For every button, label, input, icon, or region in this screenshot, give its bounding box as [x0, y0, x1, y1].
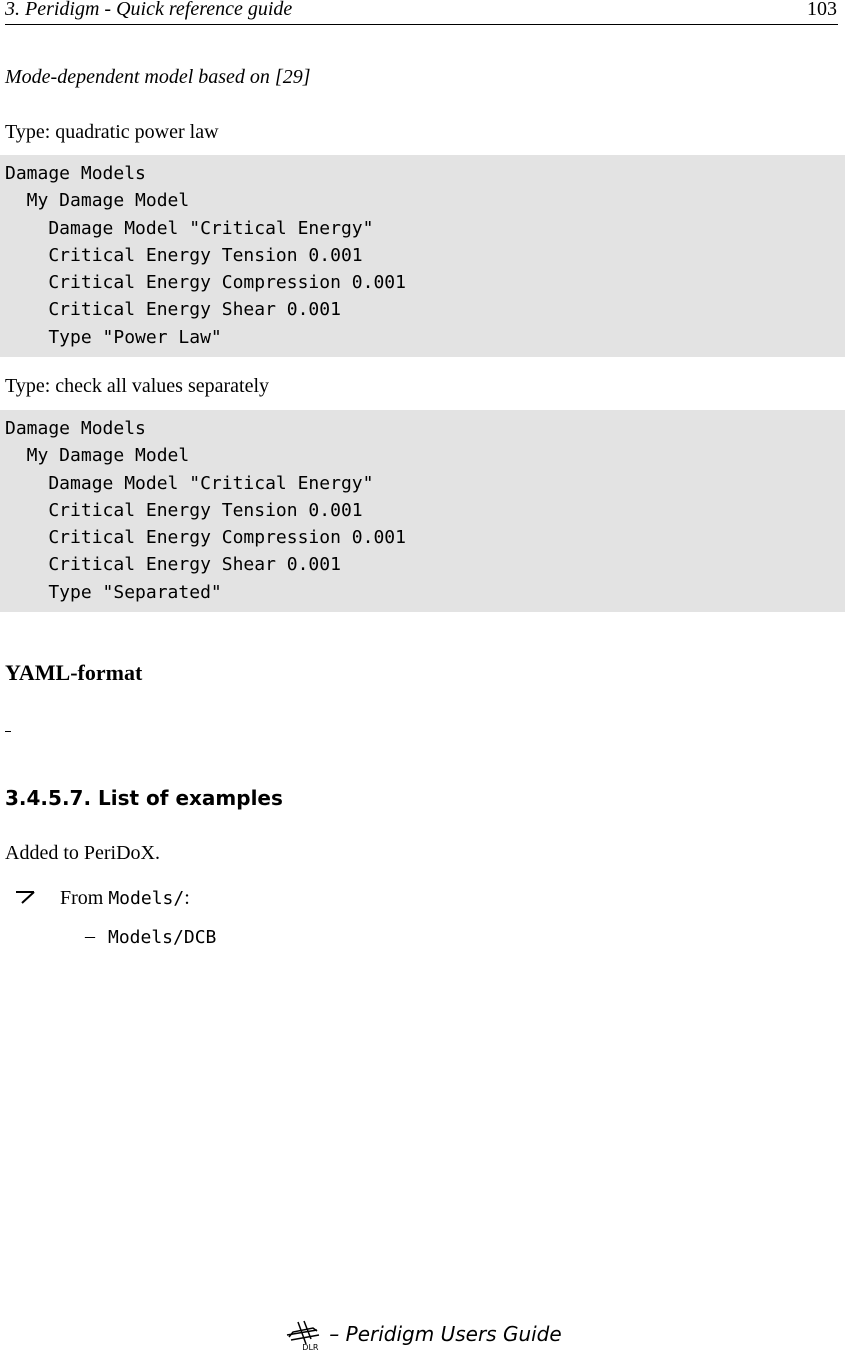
running-header-title: 3. Peridigm - Quick reference guide: [5, 0, 293, 20]
code-line: Critical Energy Compression 0.001: [5, 527, 406, 549]
page-footer: [0, 1318, 845, 1355]
arrow-bullet-icon: [14, 887, 38, 907]
dlr-logo: [283, 1318, 323, 1350]
code-line: Critical Energy Tension 0.001: [5, 499, 363, 521]
added-to-peridox-text: Added to PeriDoX.: [5, 842, 160, 864]
footer-text: – Peridigm Users Guide: [329, 1322, 562, 1346]
code-line: Critical Energy Tension 0.001: [5, 244, 363, 266]
empty-placeholder-dash: [5, 731, 11, 732]
code-line: Critical Energy Shear 0.001: [5, 554, 341, 576]
code-block-power-law: [0, 155, 845, 357]
sub-item-dash: –: [85, 925, 95, 947]
code-line: Damage Models: [5, 418, 146, 439]
code-line: My Damage Model: [5, 445, 190, 467]
page-number: 103: [807, 0, 837, 20]
bullet-item: [60, 887, 190, 910]
code-line: Critical Energy Shear 0.001: [5, 299, 341, 321]
code-line: Damage Models: [5, 163, 146, 184]
code-line: Damage Model "Critical Energy": [5, 217, 374, 239]
model-title: Mode-dependent model based on [29]: [5, 66, 311, 88]
type-quadratic-label: Type: quadratic power law: [5, 121, 219, 143]
code-line: Type "Separated": [5, 581, 222, 603]
bullet-colon: :: [184, 887, 190, 909]
code-line: My Damage Model: [5, 190, 190, 212]
bullet-text: From: [60, 887, 109, 909]
code-line: Damage Model "Critical Energy": [5, 472, 374, 494]
section-heading: 3.4.5.7. List of examples: [5, 786, 283, 810]
code-line: Critical Energy Compression 0.001: [5, 272, 406, 294]
header-rule: [5, 24, 838, 25]
code-line: Type "Power Law": [5, 326, 222, 348]
code-block-separated: [0, 410, 845, 612]
yaml-heading: YAML-format: [5, 660, 143, 685]
sub-item-models-dcb: Models/DCB: [108, 927, 217, 948]
bullet-code: Models/: [108, 888, 185, 909]
type-separate-label: Type: check all values separately: [5, 375, 270, 397]
dlr-logo-text: DLR: [302, 1343, 319, 1352]
